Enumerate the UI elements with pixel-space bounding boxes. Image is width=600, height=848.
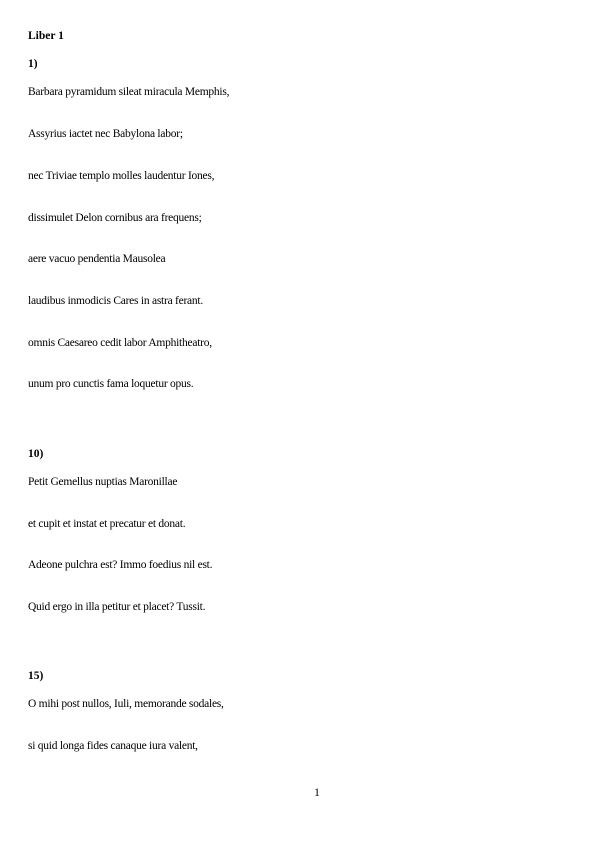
verse-line: et cupit et instat et precatur et donat. <box>28 518 186 530</box>
verse-line: O mihi post nullos, Iuli, memorande sodales, <box>28 698 224 710</box>
verse-line: nec Triviae templo molles laudentur Iones, <box>28 170 215 182</box>
verse-line: Barbara pyramidum sileat miracula Memphis, <box>28 86 230 98</box>
book-title: Liber 1 <box>28 30 64 42</box>
verse-line: Adeone pulchra est? Immo foedius nil est. <box>28 559 213 571</box>
page-number: 1 <box>314 787 320 799</box>
verse-line: omnis Caesareo cedit labor Amphitheatro, <box>28 337 212 349</box>
verse-line: Quid ergo in illa petitur et placet? Tussit. <box>28 601 206 613</box>
verse-line: si quid longa fides canaque iura valent, <box>28 740 198 752</box>
verse-line: unum pro cunctis fama loquetur opus. <box>28 378 194 390</box>
section-number: 10) <box>28 448 44 460</box>
verse-line: aere vacuo pendentia Mausolea <box>28 253 166 265</box>
verse-line: Petit Gemellus nuptias Maronillae <box>28 476 178 488</box>
section-number: 1) <box>28 58 38 70</box>
section-number: 15) <box>28 670 44 682</box>
verse-line: dissimulet Delon cornibus ara frequens; <box>28 212 202 224</box>
verse-line: Assyrius iactet nec Babylona labor; <box>28 128 183 140</box>
verse-line: laudibus inmodicis Cares in astra ferant. <box>28 295 203 307</box>
